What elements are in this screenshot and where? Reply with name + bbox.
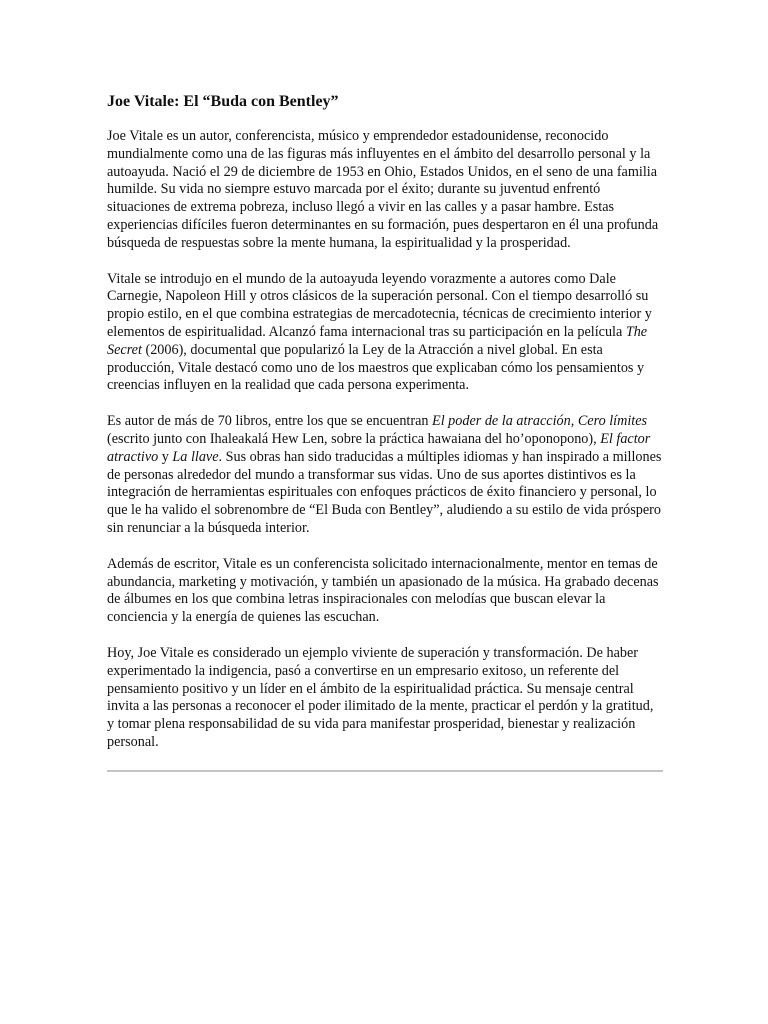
horizontal-divider	[107, 770, 663, 772]
paragraph-text: y	[158, 448, 173, 465]
paragraph-text: (2006), documental que popularizó la Ley de la Atracción a nivel global. En esta producción, Vitale destacó como uno de los maestros que explicaban cómo los pensamientos y creencias influyen en la realidad que cada persona experimenta.	[107, 341, 645, 394]
paragraph-text: Además de escritor, Vitale es un conferencista solicitado internacionalmente, mentor en temas de abundancia, marketing y motivación, y también un apasionado de la música. Ha grabado decenas de álbumes en los que combina letras inspiracionales con melodías que buscan elevar la conciencia y la energía de quienes las escuchan.	[107, 555, 659, 626]
body-paragraph	[107, 128, 663, 253]
paragraph-text: ,	[570, 413, 578, 430]
paragraph-text: (escrito junto con Ihaleakalá Hew Len, sobre la práctica hawaiana del ho’oponopono),	[107, 430, 601, 447]
paragraph-text: Es autor de más de 70 libros, entre los que se encuentran	[107, 413, 433, 430]
italic-title-text: The Secret	[107, 323, 648, 358]
italic-title-text: Cero límites	[577, 413, 648, 430]
body-paragraph	[107, 556, 663, 627]
italic-title-text: El poder de la atracción	[432, 413, 571, 430]
italic-title-text: La llave	[172, 448, 219, 465]
body-paragraph	[107, 645, 663, 752]
body-paragraph	[107, 271, 663, 396]
paragraph-text: Joe Vitale es un autor, conferencista, músico y emprendedor estadounidense, reconocido mundialmente como una de las figuras más influyentes en el ámbito del desarrollo personal y la autoayuda. Nació el 29 de diciembre de 1953 en Ohio, Estados Unidos, en el seno de una familia humilde. Su vida no siempre estuvo marcada por el éxito; durante su juventud enfrentó situaciones de extrema pobreza, incluso llegó a vivir en las calles y a pasar hambre. Estas experiencias difíciles fueron determinantes en su formación, pues despertaron en él una profunda búsqueda de respuestas sobre la mente humana, la espiritualidad y la prosperidad.	[107, 128, 659, 251]
document-body	[107, 128, 663, 752]
body-paragraph	[107, 413, 663, 538]
paragraph-text: Vitale se introdujo en el mundo de la autoayuda leyendo vorazmente a autores como Dale Carnegie, Napoleon Hill y otros clásicos de la superación personal. Con el tiempo desarrolló su propio estilo, en el que combina estrategias de mercadotecnia, técnicas de crecimiento interior y elementos de espiritualidad. Alcanzó fama internacional tras su participación en la película	[107, 270, 652, 340]
document-title: Joe Vitale: El “Buda con Bentley”	[107, 93, 339, 110]
paragraph-text: Hoy, Joe Vitale es considerado un ejemplo viviente de superación y transformación. De haber experimentado la indigencia, pasó a convertirse en un empresario exitoso, un referente del pensamiento positivo y un líder en el ámbito de la espiritualidad práctica. Su mensaje central invita a las personas a reconocer el poder ilimitado de la mente, practicar el perdón y la gratitud, y tomar plena responsabilidad de su vida para manifestar prosperidad, bienestar y realización personal.	[107, 644, 654, 750]
document-page	[107, 92, 663, 772]
italic-title-text: El factor atractivo	[107, 430, 651, 465]
paragraph-text: . Sus obras han sido traducidas a múltiples idiomas y han inspirado a millones de personas alrededor del mundo a transformar sus vidas. Uno de sus aportes distintivos es la integración de herramientas espirituales con enfoques prácticos de éxito financiero y personal, lo que le ha valido el sobrenombre de “El Buda con Bentley”, aludiendo a su estilo de vida próspero sin renunciar a la búsqueda interior.	[107, 448, 662, 536]
